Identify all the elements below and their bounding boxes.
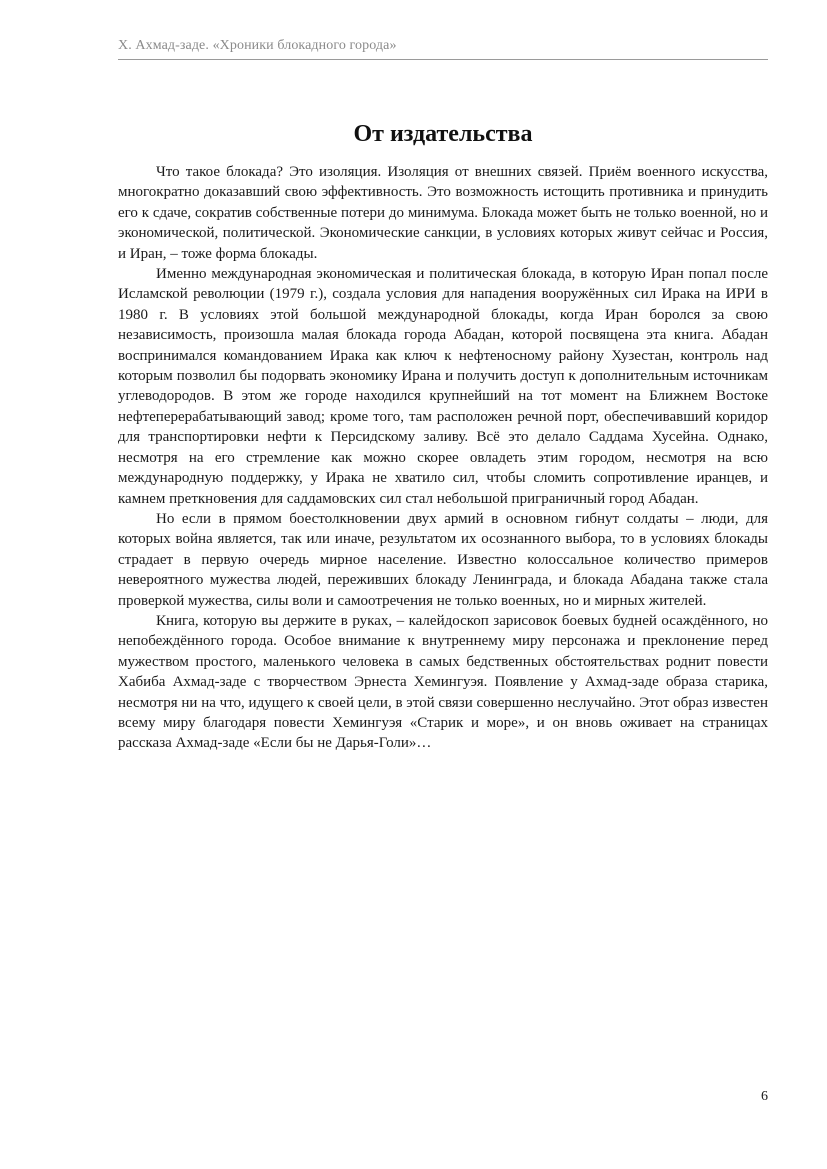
paragraph-2: Именно международная экономическая и политическая блокада, в которую Иран попал после Исламской революции (1979 г.), создала условия для нападения вооружённых сил Ирака на ИРИ в 1980 г. В условиях этой большой международной блокады, когда Иран боролся за свою независимость, произошла малая блокада города Абадан, которой посвящена эта книга. Абадан воспринимался командованием Ирака как ключ к нефтеносному району Хузестан, контроль над которым позволил бы подорвать экономику Ирана и получить доступ к дополнительным источникам углеводородов. В этом же городе находился крупнейший на тот момент на Ближнем Востоке нефтеперерабатывающий завод; кроме того, там расположен речной порт, обеспечивавший коридор для транспортировки нефти к Персидскому заливу. Всё это делало Саддама Хусейна. Однако, несмотря на его стремление как можно скорее овладеть этим городом, несмотря на всю международную поддержку, у Ирака не хватило сил, чтобы сломить сопротивление иранцев, и камнем преткновения для саддамовских сил стал небольшой приграничный город Абадан. (118, 266, 768, 507)
paragraph-1: Что такое блокада? Это изоляция. Изоляция от внешних связей. Приём военного искусства, многократно доказавший свою эффективность. Это возможность истощить противника и принудить его к сдаче, сократив собственные потери до минимума. Блокада может быть не только военной, но и экономической, политической. Экономические санкции, в условиях которых живут сейчас и Россия, и Иран, – тоже форма блокады. (118, 164, 768, 262)
paragraph-4: Книга, которую вы держите в руках, – калейдоскоп зарисовок боевых будней осаждённого, но непобеждённого города. Особое внимание к внутреннему миру персонажа и преклонение перед мужеством простого, маленького человека в самых бедственных обстоятельствах роднит повести Хабиба Ахмад-заде с творчеством Эрнеста Хемингуэя. Появление у Ахмад-заде образа старика, несмотря ни на что, идущего к своей цели, в этой связи совершенно неслучайно. Этот образ известен всему миру благодаря повести Хемингуэя «Старик и море», и он вновь оживает на страницах рассказа Ахмад-заде «Если бы не Дарья-Голи»… (118, 612, 768, 752)
page-number: 6 (761, 1089, 768, 1104)
paragraph-3: Но если в прямом боестолкновении двух армий в основном гибнут солдаты – люди, для которых война является, так или иначе, результатом их осознанного выбора, то в условиях блокады страдает в первую очередь мирное население. Известно колоссальное количество примеров невероятного мужества людей, переживших блокаду Ленинграда, и блокада Абадана также стала проверкой мужества, силы воли и самоотречения не только военных, но и мирных жителей. (118, 510, 768, 609)
running-header: Х. Ахмад-заде. «Хроники блокадного города» (118, 38, 768, 60)
page-body (118, 118, 768, 754)
page-title: От издательства (353, 121, 533, 147)
